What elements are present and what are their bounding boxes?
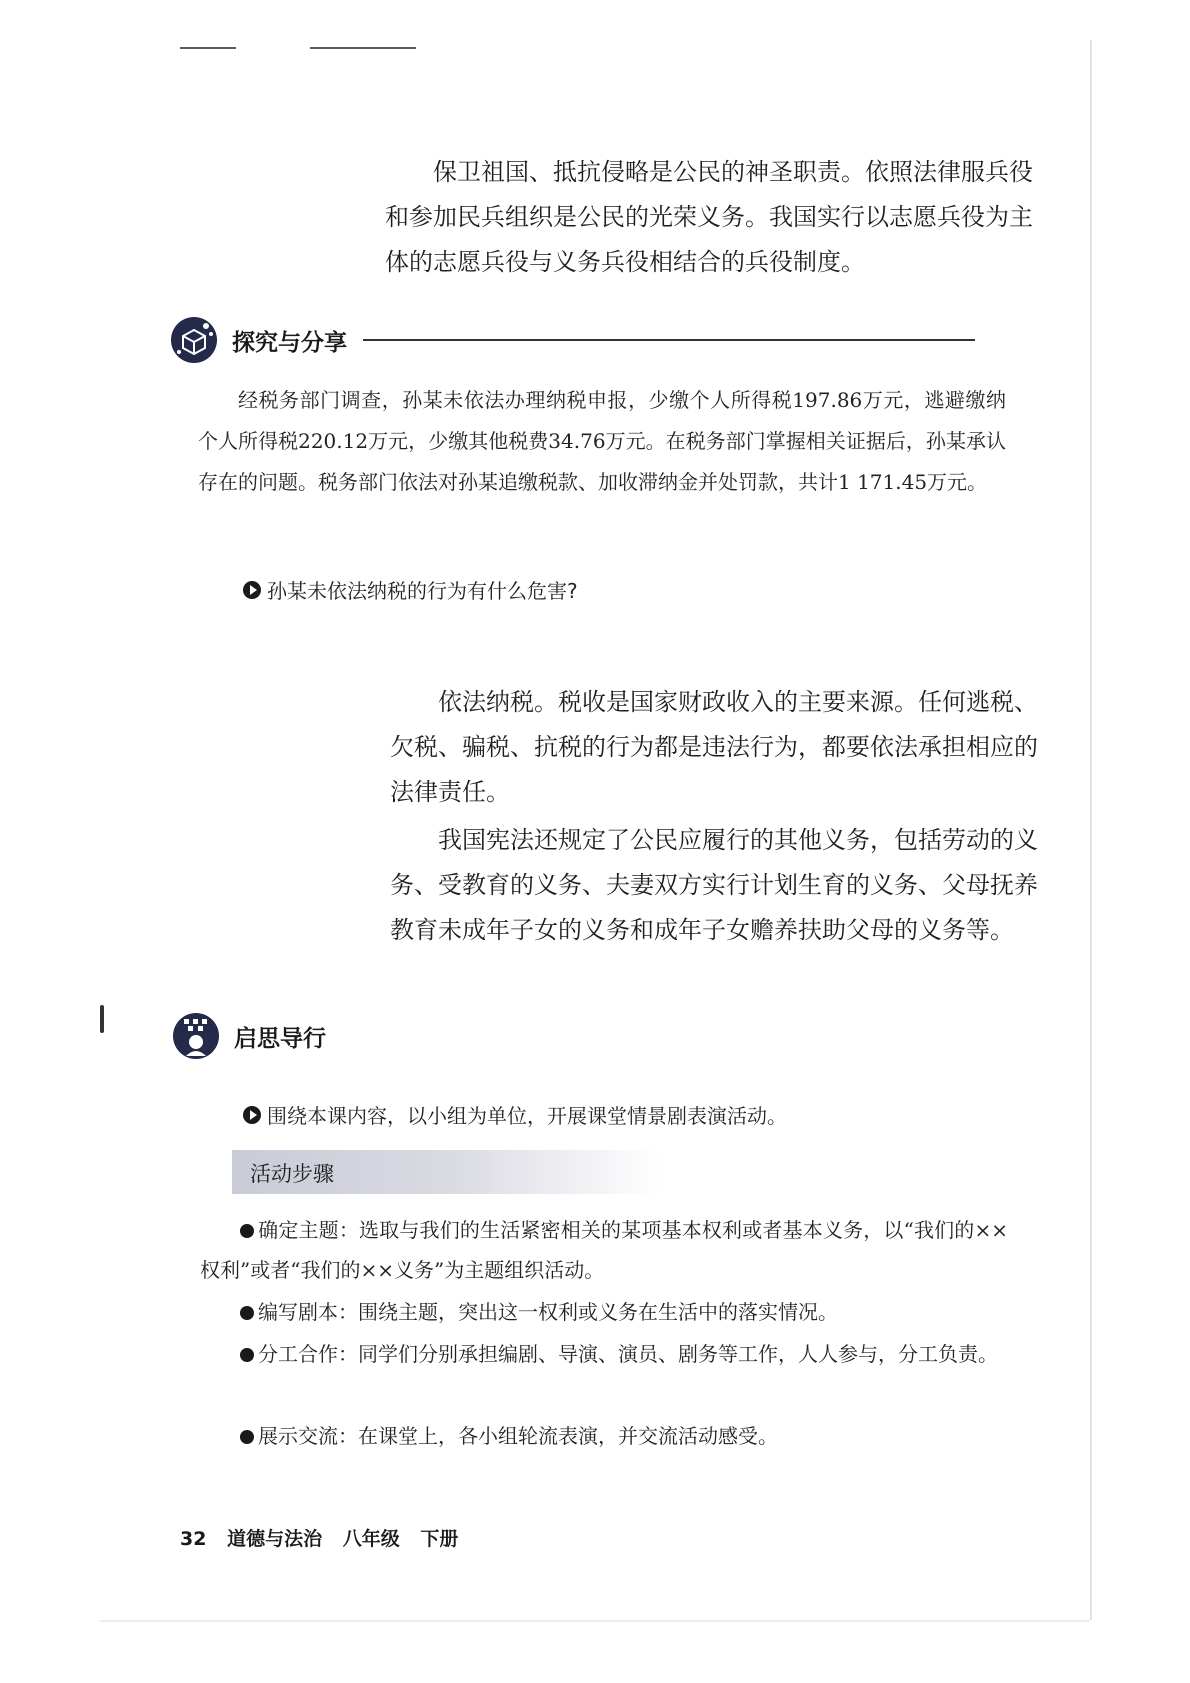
bullet-dot-icon: [240, 1430, 254, 1444]
activity-step: [200, 1210, 1008, 1290]
top-crop-mark: [180, 47, 236, 49]
page-edge-bottom: [100, 1620, 1090, 1622]
explore-section-title: 探究与分享: [232, 329, 347, 356]
page-footer: [180, 1524, 472, 1551]
top-crop-mark: [310, 47, 416, 49]
play-bullet-icon: [243, 1106, 261, 1124]
intro-paragraph: 保卫祖国、抵抗侵略是公民的神圣职责。依照法律服兵役和参加民兵组织是公民的光荣义务。我国实行以志愿兵役为主体的志愿兵役与义务兵役相结合的兵役制度。: [385, 158, 1033, 276]
page-number: 32: [180, 1528, 207, 1550]
step-text: 编写剧本：围绕主题，突出这一权利或义务在生活中的落实情况。: [258, 1300, 838, 1324]
activity-step: [200, 1416, 1008, 1456]
case-paragraph: 经税务部门调查，孙某未依法办理纳税申报，少缴个人所得税197.86万元，逃避缴纳个人所得税220.12万元，少缴其他税费34.76万元。在税务部门掌握相关证据后，孙某承认存在的问题。税务部门依法对孙某追缴税款、加收滞纳金并处罚款，共计1 171.45万元。: [198, 388, 1006, 494]
discussion-question: [243, 575, 578, 604]
activity-step: [200, 1334, 1008, 1374]
section-divider: [363, 339, 975, 341]
explore-cube-icon: [170, 316, 218, 364]
step-text: 确定主题：选取与我们的生活紧密相关的某项基本权利或者基本义务，以“我们的××权利”或者“我们的××义务”为主题组织活动。: [200, 1218, 1008, 1282]
tax-paragraph: 依法纳税。税收是国家财政收入的主要来源。任何逃税、欠税、骗税、抗税的行为都是违法行为，都要依法承担相应的法律责任。: [390, 688, 1038, 806]
activity-steps-label: [232, 1150, 662, 1194]
guide-person-icon: [172, 1012, 220, 1060]
bullet-dot-icon: [240, 1224, 254, 1238]
play-bullet-icon: [243, 581, 261, 599]
question-text: 孙某未依法纳税的行为有什么危害?: [267, 579, 578, 603]
book-title: 道德与法治: [227, 1528, 323, 1550]
page-edge-right: [1090, 40, 1092, 1620]
guide-section-title: 启思导行: [234, 1025, 326, 1052]
bullet-dot-icon: [240, 1306, 254, 1320]
bullet-dot-icon: [240, 1348, 254, 1362]
volume-label: 下册: [420, 1528, 459, 1550]
step-text: 展示交流：在课堂上，各小组轮流表演，并交流活动感受。: [258, 1424, 778, 1448]
other-duties-paragraph: 我国宪法还规定了公民应履行的其他义务，包括劳动的义务、受教育的义务、夫妻双方实行计划生育的义务、父母抚养教育未成年子女的义务和成年子女赡养扶助父母的义务等。: [390, 826, 1038, 944]
activity-task: [243, 1100, 787, 1129]
activity-step: [200, 1292, 1008, 1332]
grade-label: 八年级: [342, 1528, 400, 1550]
steps-label-text: 活动步骤: [250, 1162, 334, 1186]
step-text: 分工合作：同学们分别承担编剧、导演、演员、剧务等工作，人人参与，分工负责。: [258, 1342, 998, 1366]
guide-section-header: [172, 1012, 326, 1060]
binding-mark: [100, 1005, 104, 1033]
explore-section-header: [170, 316, 975, 364]
task-text: 围绕本课内容，以小组为单位，开展课堂情景剧表演活动。: [267, 1104, 787, 1128]
